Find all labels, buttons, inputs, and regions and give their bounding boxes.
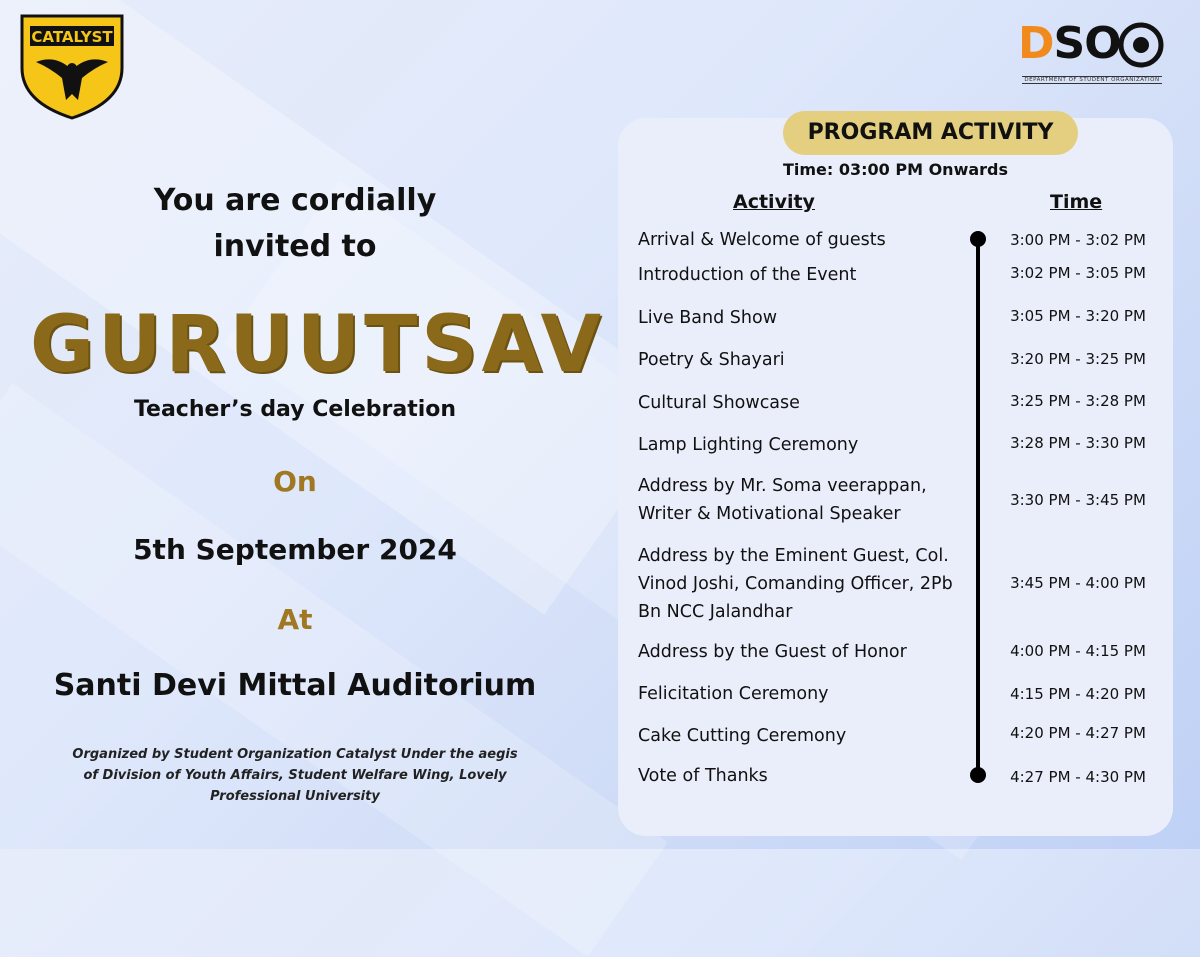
time-item: 3:20 PM - 3:25 PM (1010, 350, 1146, 368)
dso-logo: DSO DEPARTMENT OF STUDENT ORGANIZATION (1018, 18, 1168, 98)
program-heading: PROGRAM ACTIVITY (783, 111, 1078, 155)
activity-item: Arrival & Welcome of guests (638, 230, 886, 250)
organizer-note: Organized by Student Organization Catalyst Under the aegis of Division of Youth Affairs, Student Welfare Wing, Lovely Professional University (72, 747, 518, 804)
catalyst-logo (16, 10, 128, 122)
time-item: 3:45 PM - 4:00 PM (1010, 574, 1146, 592)
time-item: 4:20 PM - 4:27 PM (1010, 724, 1146, 742)
activity-item: Vote of Thanks (638, 766, 768, 786)
activity-item: Cake Cutting Ceremony (638, 726, 847, 746)
time-column-header: Time (1050, 191, 1103, 213)
activity-item: Address by Mr. Soma veerappan, Writer & Motivational Speaker (638, 476, 927, 524)
time-item: 3:25 PM - 3:28 PM (1010, 392, 1146, 410)
activity-item: Live Band Show (638, 308, 778, 328)
time-item: 4:00 PM - 4:15 PM (1010, 642, 1146, 660)
time-item: 4:27 PM - 4:30 PM (1010, 768, 1146, 786)
time-item: 3:05 PM - 3:20 PM (1010, 307, 1146, 325)
event-subtitle: Teacher’s day Celebration (133, 397, 457, 422)
catalyst-logo-text: CATALYST (31, 28, 113, 46)
activity-item: Poetry & Shayari (638, 350, 785, 370)
time-item: 3:30 PM - 3:45 PM (1010, 491, 1146, 509)
activity-item: Address by the Guest of Honor (638, 642, 907, 662)
at-label: At (277, 603, 313, 636)
activity-item: Felicitation Ceremony (638, 684, 829, 704)
activity-item: Cultural Showcase (638, 393, 800, 413)
time-item: 3:28 PM - 3:30 PM (1010, 434, 1146, 452)
activity-item: Address by the Eminent Guest, Col. Vinod Joshi, Comanding Officer, 2Pb Bn NCC Jalandhar (638, 546, 953, 622)
time-item: 3:00 PM - 3:02 PM (1010, 231, 1146, 249)
dso-subtitle: DEPARTMENT OF STUDENT ORGANIZATION (1022, 76, 1162, 84)
event-date: 5th September 2024 (133, 533, 457, 566)
timeline-start-dot (970, 231, 986, 247)
invite-line-2: invited to (213, 229, 377, 264)
time-item: 3:02 PM - 3:05 PM (1010, 264, 1146, 282)
activity-item: Introduction of the Event (638, 265, 857, 285)
timeline-line (976, 238, 980, 775)
invite-text (30, 178, 560, 270)
event-title: GURUUTSAV (30, 300, 605, 390)
invite-line-1: You are cordially (153, 183, 437, 218)
program-time-note: Time: 03:00 PM Onwards (782, 160, 1009, 179)
activity-item: Lamp Lighting Ceremony (638, 435, 859, 455)
on-label: On (273, 465, 317, 498)
time-item: 4:15 PM - 4:20 PM (1010, 685, 1146, 703)
activity-column-header: Activity (733, 191, 815, 213)
timeline-end-dot (970, 767, 986, 783)
event-venue: Santi Devi Mittal Auditorium (53, 668, 537, 703)
